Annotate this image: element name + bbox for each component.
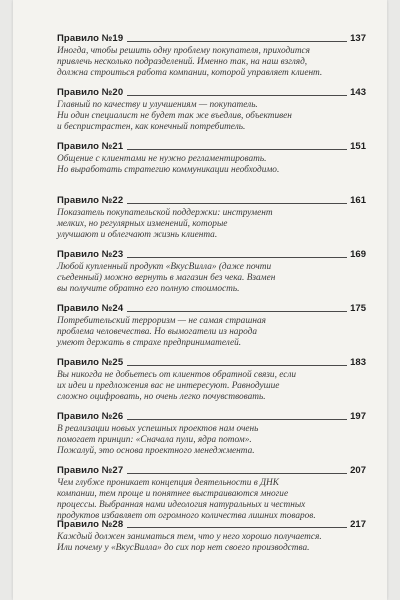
rule-description — [57, 100, 329, 133]
description-line: привлечь несколько подразделений. Именно так, на наш взгляд, — [57, 57, 308, 67]
toc-entry-heading — [57, 355, 366, 369]
rule-title: Правило №25 — [57, 357, 124, 368]
book-page — [13, 0, 387, 600]
rule-title: Правило №21 — [57, 141, 124, 152]
rule-description — [57, 46, 329, 79]
toc-entry-heading — [57, 301, 366, 315]
description-line: сложно оцифровать, но очень легко почувствовать. — [57, 392, 266, 402]
leader-line — [127, 473, 347, 474]
toc-entry — [57, 517, 366, 571]
description-line: процессы. Выбранная нами идеология натуральных и честных — [57, 500, 306, 510]
description-line: умеют держать в страхе предпринимателей. — [57, 338, 242, 348]
description-line: Каждый должен заниматься тем, что у него хорошо получается. — [57, 532, 322, 542]
description-line: улучшают и облегчают жизнь клиента. — [57, 230, 218, 240]
description-line: Общение с клиентами не нужно регламентировать. — [57, 154, 267, 164]
description-line: В реализации новых успешных проектов нам очень — [57, 424, 259, 434]
rule-description — [57, 532, 329, 554]
rule-title: Правило №19 — [57, 33, 124, 44]
toc-entry — [57, 409, 366, 463]
toc-entry — [57, 193, 366, 247]
rule-title: Правило №22 — [57, 195, 124, 206]
description-line: продуктов избавляет от огромного количества лишних товаров. — [57, 511, 316, 521]
description-line: Но выработать стратегию коммуникации необходимо. — [57, 165, 280, 175]
leader-line — [127, 41, 347, 42]
rule-description — [57, 370, 329, 403]
leader-line — [127, 257, 347, 258]
leader-line — [127, 365, 347, 366]
rule-title: Правило №26 — [57, 411, 124, 422]
rule-title: Правило №20 — [57, 87, 124, 98]
description-line: Любой купленный продукт «ВкусВилла» (даже почти — [57, 262, 272, 272]
description-line: съеденный) можно вернуть в магазин без чека. Взамен — [57, 273, 276, 283]
leader-line — [127, 149, 347, 150]
toc-entry — [57, 301, 366, 355]
description-line: Чем глубже проникает концепция деятельности в ДНК — [57, 478, 279, 488]
page-number: 161 — [350, 195, 366, 206]
toc-entry-heading — [57, 85, 366, 99]
description-line: и беспристрастен, как конечный потребитель. — [57, 122, 246, 132]
rule-description — [57, 208, 329, 241]
rule-title: Правило №23 — [57, 249, 124, 260]
toc-entry-heading — [57, 193, 366, 207]
rule-title: Правило №24 — [57, 303, 124, 314]
description-line: Потребительский терроризм — не самая страшная — [57, 316, 266, 326]
rule-description — [57, 424, 329, 457]
page-number: 169 — [350, 249, 366, 260]
description-line: Главный по качеству и улучшениям — покупатель. — [57, 100, 258, 110]
description-line: Пожалуй, это основа проектного менеджмента. — [57, 446, 255, 456]
toc-entry — [57, 139, 366, 193]
description-line: вы получите обратно его полную стоимость. — [57, 284, 240, 294]
toc-entry-heading — [57, 31, 366, 45]
description-line: Или почему у «ВкусВилла» до сих пор нет своего производства. — [57, 543, 310, 553]
toc-entry-heading — [57, 463, 366, 477]
page-number: 137 — [350, 33, 366, 44]
toc-entry-heading — [57, 139, 366, 153]
description-line: проблема человечества. Но вымогатели из народа — [57, 327, 257, 337]
page-number: 207 — [350, 465, 366, 476]
description-line: Иногда, чтобы решить одну проблему покупателя, приходится — [57, 46, 310, 56]
table-of-contents — [57, 31, 366, 571]
page-number: 175 — [350, 303, 366, 314]
description-line: должна строиться работа компании, которой управляет клиент. — [57, 68, 323, 78]
description-line: помогает принцип: «Сначала пули, ядра потом». — [57, 435, 252, 445]
page-number: 143 — [350, 87, 366, 98]
page-number: 197 — [350, 411, 366, 422]
leader-line — [127, 527, 347, 528]
page-number: 217 — [350, 519, 366, 530]
leader-line — [127, 203, 347, 204]
toc-entry — [57, 463, 366, 521]
toc-entry-heading — [57, 409, 366, 423]
toc-entry-heading — [57, 247, 366, 261]
description-line: Показатель покупательской поддержки: инструмент — [57, 208, 273, 218]
rule-title: Правило №27 — [57, 465, 124, 476]
rule-description — [57, 316, 329, 349]
rule-description — [57, 154, 329, 176]
page-number: 151 — [350, 141, 366, 152]
toc-entry — [57, 355, 366, 409]
leader-line — [127, 419, 347, 420]
description-line: Ни один специалист не будет так же въедлив, объективен — [57, 111, 292, 121]
toc-entry — [57, 31, 366, 85]
description-line: Вы никогда не добьетесь от клиентов обратной связи, если — [57, 370, 297, 380]
description-line: их идеи и предложения вас не интересуют. Равнодушие — [57, 381, 280, 391]
leader-line — [127, 311, 347, 312]
toc-entry-heading — [57, 517, 366, 531]
rule-description — [57, 262, 329, 295]
description-line: мелких, но регулярных изменений, которые — [57, 219, 228, 229]
leader-line — [127, 95, 347, 96]
rule-description — [57, 478, 329, 522]
toc-entry — [57, 85, 366, 139]
page-number: 183 — [350, 357, 366, 368]
description-line: компании, тем проще и понятнее выстраиваются многие — [57, 489, 289, 499]
toc-entry — [57, 247, 366, 301]
rule-title: Правило №28 — [57, 519, 124, 530]
